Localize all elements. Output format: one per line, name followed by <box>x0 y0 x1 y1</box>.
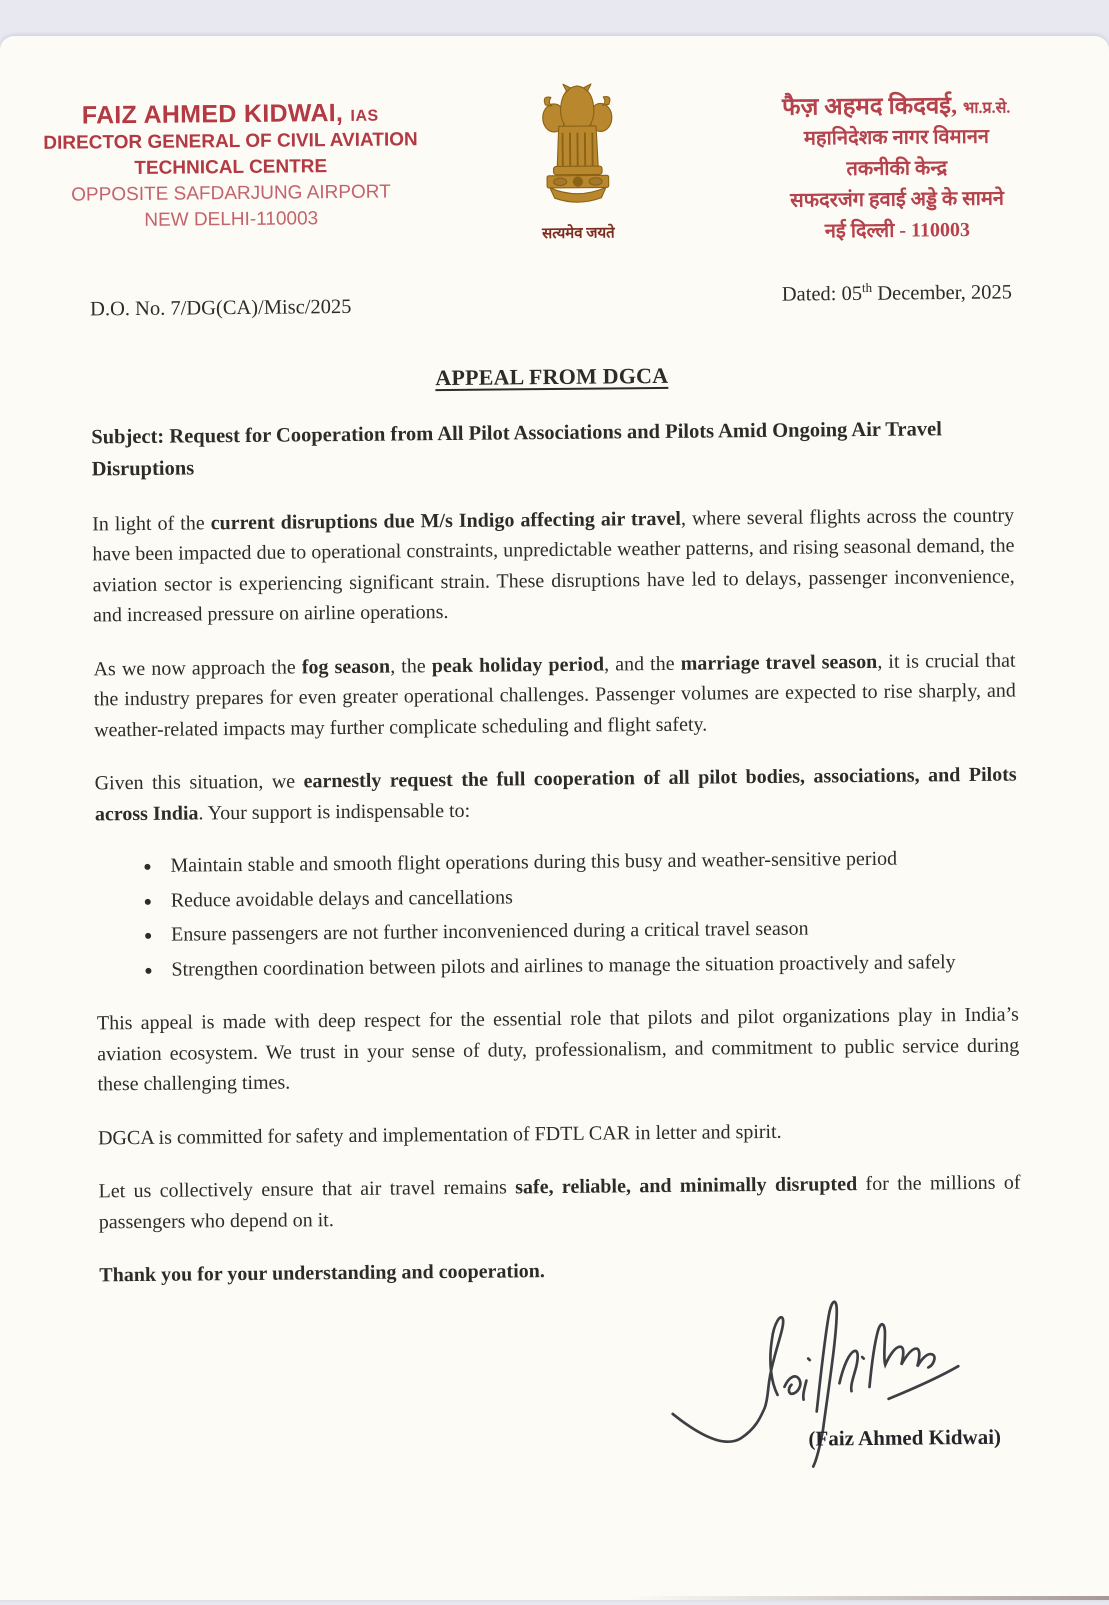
official-name-hindi-text: फैज़ अहमद किदवई, <box>781 93 958 121</box>
date-ordinal-suffix: th <box>861 280 873 296</box>
address-line-2-hindi: नई दिल्ली - 110003 <box>824 219 970 243</box>
text-segment: for the millions of passengers who depend on it. <box>98 1171 1021 1234</box>
bullet-item-maintain: Maintain stable and smooth flight operations during this busy and weather-sensitive period <box>133 843 1000 882</box>
paragraph-seasons <box>93 645 1016 745</box>
letter-page <box>0 36 1109 1600</box>
text-segment: . Your support is indispensable to: <box>198 799 471 825</box>
text-segment: , and the <box>603 652 681 676</box>
text-segment: fog season <box>301 655 391 679</box>
text-segment: Let us collectively ensure that air travel remains <box>98 1176 516 1203</box>
official-name-text: FAIZ AHMED KIDWAI, <box>81 98 344 130</box>
address-line-1: OPPOSITE SAFDARJUNG AIRPORT <box>71 181 391 207</box>
emblem-block <box>434 70 722 244</box>
text-segment: , where several flights across the country have been impacted due to operational constraints, unpredictable weather patterns, and rising seasonal demand, the aviation sector is experiencing significant strain. These disruptions have led to delays, passenger inconvenience, and increased pressure on airline operations. <box>92 504 1015 627</box>
paragraph-request <box>95 760 1018 830</box>
designation-line: DIRECTOR GENERAL OF CIVIL AVIATION <box>43 129 418 154</box>
letter-content <box>0 31 1109 1605</box>
official-name-suffix: IAS <box>350 107 379 125</box>
paragraph-fdtl <box>98 1114 1020 1153</box>
bullet-list <box>133 843 1018 985</box>
address-line-1-hindi: सफदरजंग हवाई अड्डे के सामने <box>790 188 1005 213</box>
paragraph-respect <box>97 1000 1020 1100</box>
text-segment: Thank you for your understanding and cooperation. <box>99 1260 545 1287</box>
text-segment: DGCA is committed for safety and implementation of FDTL CAR in letter and spirit. <box>97 1120 782 1150</box>
designation-line-hindi: महानिदेशक नागर विमानन <box>803 126 990 150</box>
text-segment: , it is crucial that the industry prepares for even greater operational challenges. Passenger volumes are expected to rise sharply, and weather-related impacts may further complicate scheduling and flight safety. <box>93 649 1016 742</box>
text-segment: marriage travel season <box>680 650 878 675</box>
text-segment: As we now approach the <box>93 656 302 681</box>
text-segment: Subject: Request for Cooperation from All Pilot Associations and Pilots Amid Ongoing Air Travel Disruptions <box>91 418 942 481</box>
do-number: D.O. No. 7/DG(CA)/Misc/2025 <box>89 296 352 321</box>
letter-title-text: APPEAL FROM DGCA <box>435 363 669 391</box>
text-segment: peak holiday period <box>431 653 605 677</box>
official-name-hindi <box>720 89 1072 125</box>
text-segment: safe, reliable, and minimally disrupted <box>515 1173 858 1199</box>
letter-date <box>782 279 1012 307</box>
reference-row <box>89 280 1013 325</box>
text-segment: earnestly request the full cooperation of all pilot bodies, associations, and Pilots across India <box>94 763 1017 826</box>
letterhead-english-block <box>26 73 435 235</box>
paragraph-disruptions <box>92 500 1015 631</box>
satyameva-jayate-motto: सत्यमेव जयते <box>541 225 615 243</box>
text-segment: , the <box>390 654 432 678</box>
text-segment: current disruptions due M/s Indigo affecting air travel <box>210 507 682 535</box>
letterhead <box>26 67 1074 255</box>
signature-block <box>100 1284 1024 1483</box>
text-segment: This appeal is made with deep respect for the essential role that pilots and pilot organizations play in India’s aviation ecosystem. We trust in your sense of duty, professionalism, and commitment to public service during these challenging times. <box>96 1003 1020 1096</box>
signatory-name: (Faiz Ahmed Kidwai) <box>808 1424 1002 1451</box>
text-segment: In light of the <box>92 512 211 536</box>
subject-line <box>91 414 1014 486</box>
official-name-english <box>26 97 434 131</box>
text-segment: Given this situation, we <box>94 770 304 795</box>
letter-title <box>91 360 1013 395</box>
bullet-item-ensure: Ensure passengers are not further inconvenienced during a critical travel season <box>134 912 1001 951</box>
date-prefix: Dated: 05 <box>781 283 863 307</box>
office-line: TECHNICAL CENTRE <box>134 156 328 180</box>
paragraph-collective <box>98 1168 1021 1238</box>
bullet-item-strengthen: Strengthen coordination between pilots and airlines to manage the situation proactively and safely <box>134 946 1001 985</box>
date-suffix: December, 2025 <box>872 281 1013 306</box>
office-line-hindi: तकनीकी केन्द्र <box>846 157 948 181</box>
letterhead-hindi-block <box>720 67 1074 249</box>
address-line-2: NEW DELHI-110003 <box>144 208 319 232</box>
official-name-hindi-suffix: भा.प्र.से. <box>962 99 1011 118</box>
bullet-item-reduce: Reduce avoidable delays and cancellations <box>134 877 1001 916</box>
state-emblem-of-india-icon <box>521 73 634 216</box>
